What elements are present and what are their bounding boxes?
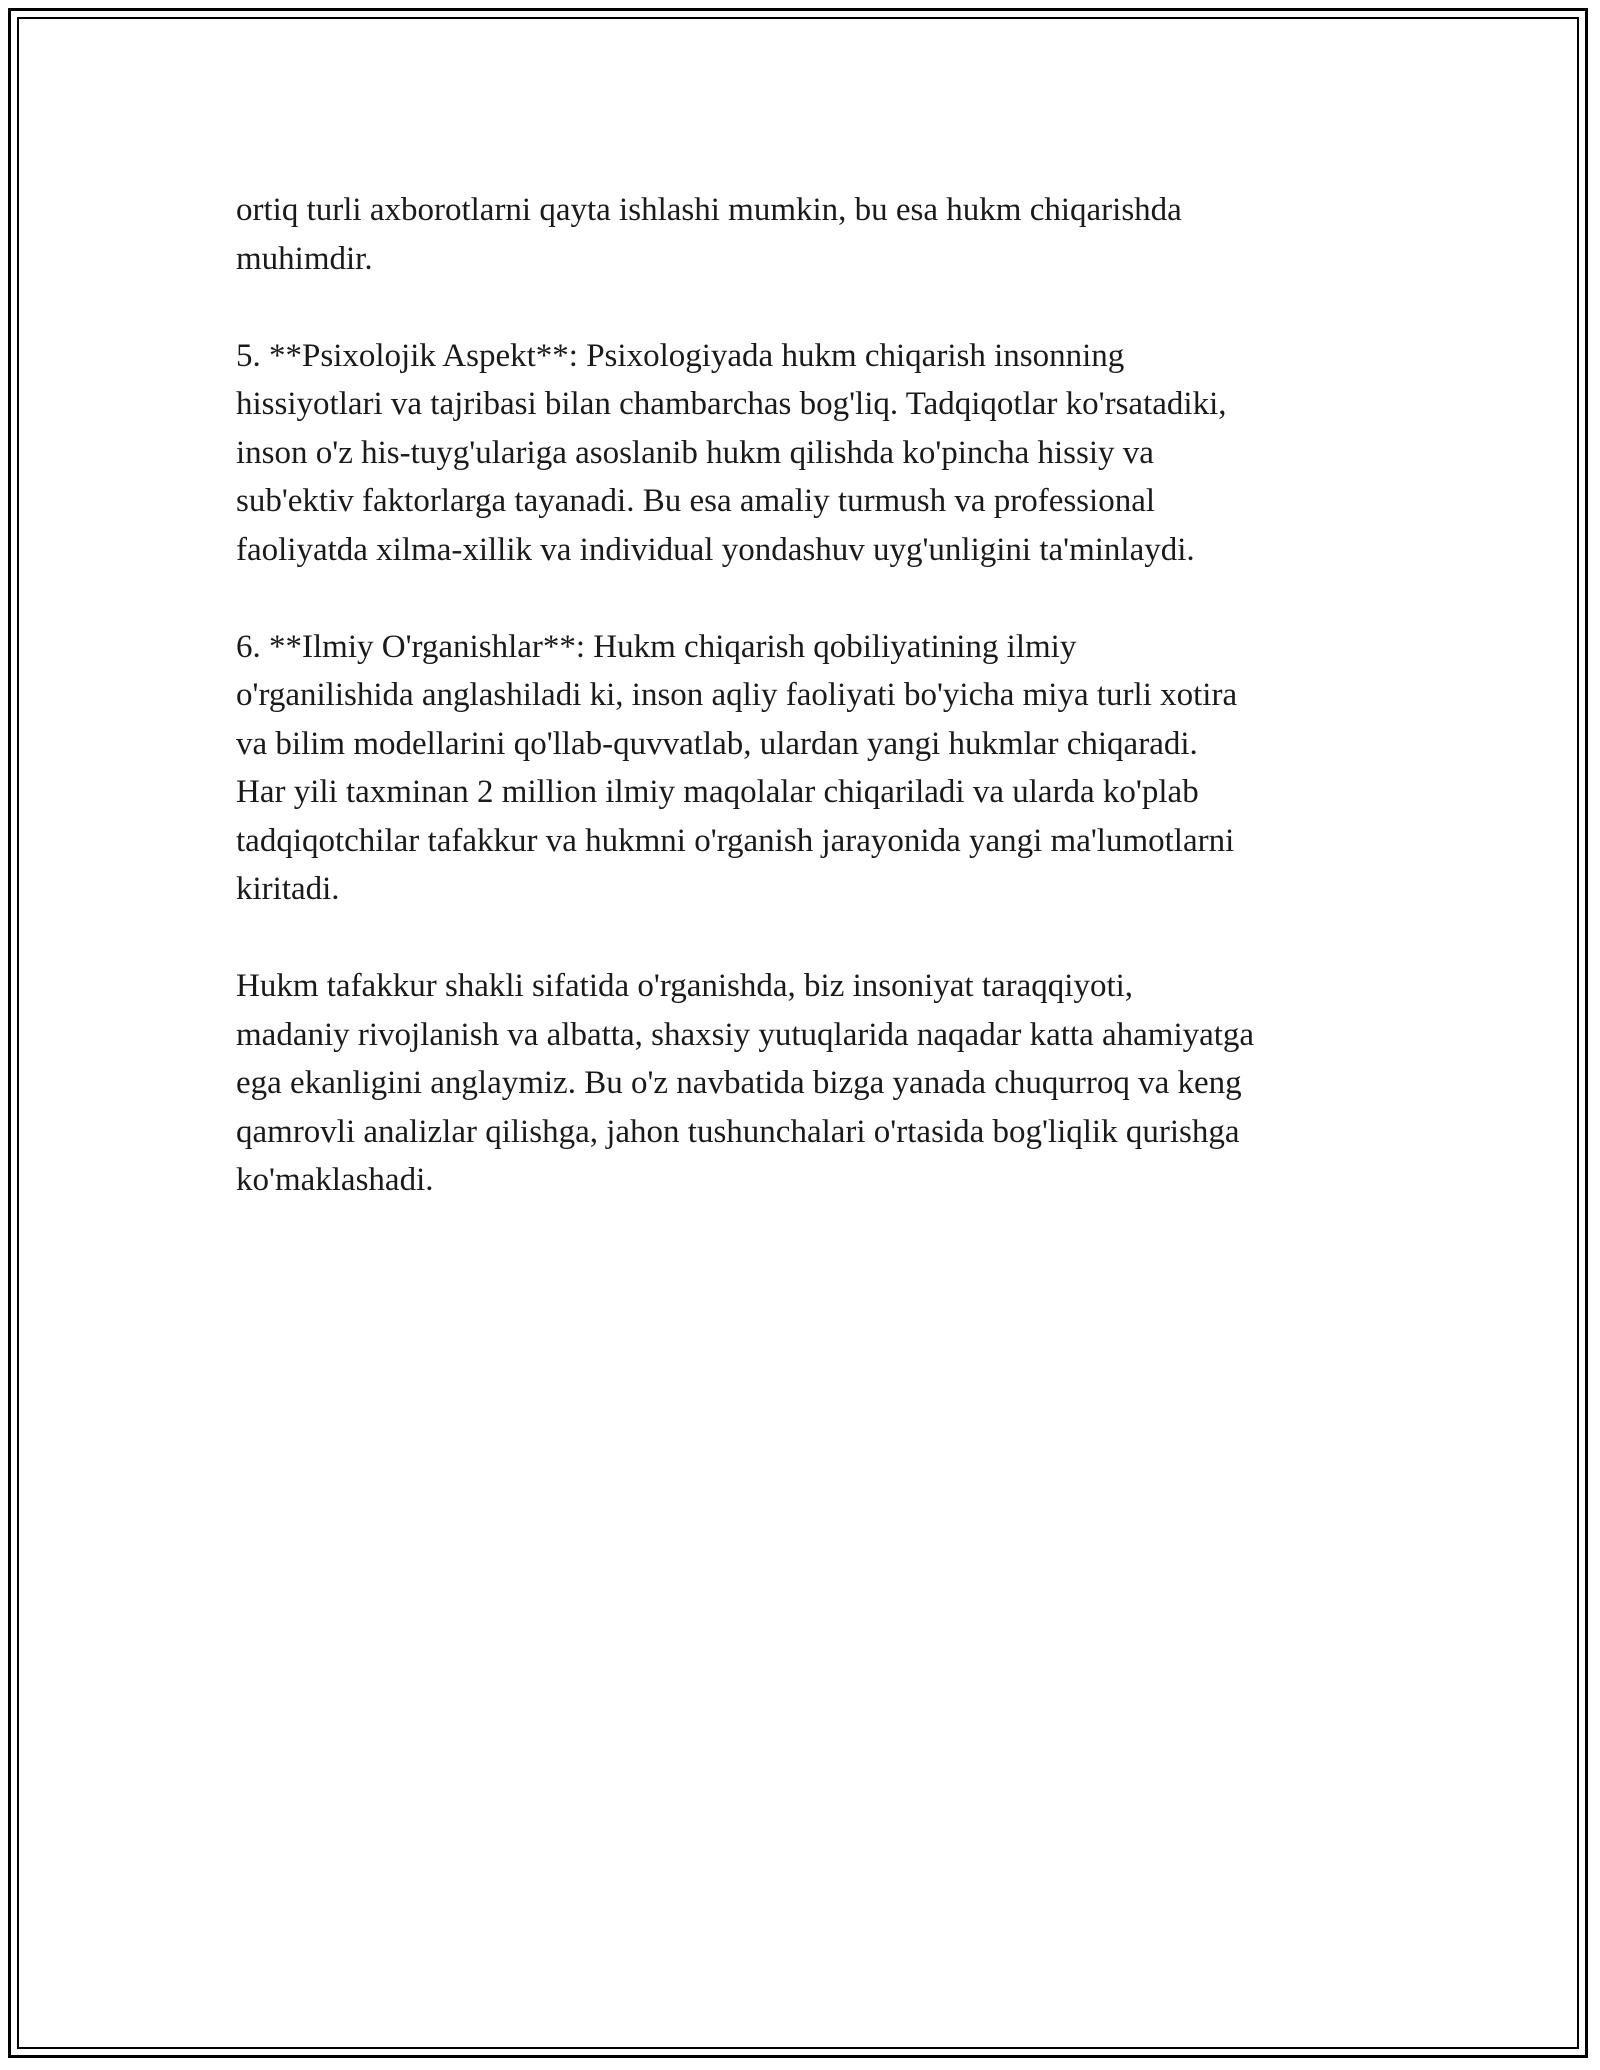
document-body bbox=[236, 186, 1376, 1253]
paragraph-psixolojik-aspekt: 5. **Psixolojik Aspekt**: Psixologiyada hukm chiqarish insonning hissiyotlari va tajribasi bilan chambarchas bog'liq. Tadqiqotlar ko'rsatadiki, inson o'z his-tuyg'ulariga asoslanib hukm qilishda ko'pincha hissiy va sub'ektiv faktorlarga tayanadi. Bu esa amaliy turmush va professional faoliyatda xilma-xillik va individual yondashuv uyg'unligini ta'minlaydi. bbox=[236, 337, 1227, 568]
paragraph-conclusion: Hukm tafakkur shakli sifatida o'rganishda, biz insoniyat taraqqiyoti, madaniy rivojlanish va albatta, shaxsiy yutuqlarida naqadar katta ahamiyatga ega ekanligini anglaymiz. Bu o'z navbatida bizga yanada chuqurroq va keng qamrovli analizlar qilishga, jahon tushunchalari o'rtasida bog'liqlik qurishga ko'maklashadi. bbox=[236, 968, 1255, 1198]
paragraph-continuation: ortiq turli axborotlarni qayta ishlashi mumkin, bu esa hukm chiqarishda muhimdir. bbox=[236, 192, 1182, 277]
paragraph-ilmiy-organishlar: 6. **Ilmiy O'rganishlar**: Hukm chiqarish qobiliyatining ilmiy o'rganilishida anglashiladi ki, inson aqliy faoliyati bo'yicha miya turli xotira va bilim modellarini qo'llab-quvvatlab, ulardan yangi hukmlar chiqaradi. Har yili taxminan 2 million ilmiy maqolalar chiqariladi va ularda ko'plab tadqiqotchilar tafakkur va hukmni o'rganish jarayonida yangi ma'lumotlarni kiritadi. bbox=[236, 628, 1238, 907]
